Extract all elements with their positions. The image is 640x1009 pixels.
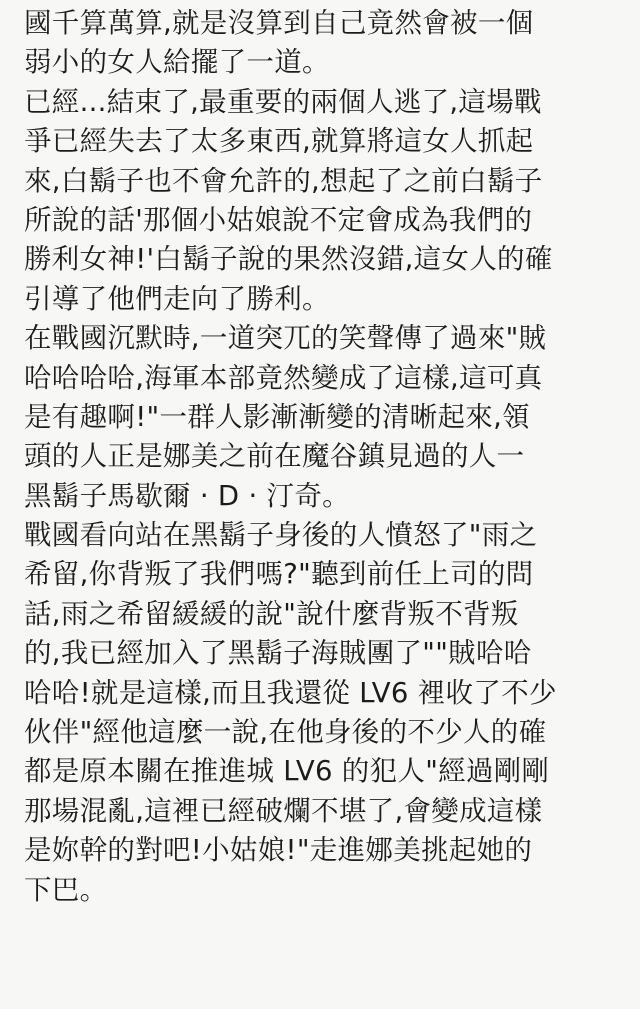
text-line: 來,白鬍子也不會允許的,想起了之前白鬍子 <box>24 164 543 197</box>
text-line: 哈哈哈哈,海軍本部竟然變成了這樣,這可真 <box>24 361 543 394</box>
text-line: 下巴。 <box>24 873 108 906</box>
text-line: 頭的人正是娜美之前在魔谷鎮見過的人一 <box>24 440 525 473</box>
text-line: 是妳幹的對吧!小姑娘!"走進娜美挑起她的 <box>24 834 533 867</box>
text-line: 話,雨之希留緩緩的說"說什麼背叛不背叛 <box>24 597 519 630</box>
text-line: 是有趣啊!"一群人影漸漸變的清晰起來,領 <box>24 400 530 433</box>
text-line: 伙伴"經他這麼一說,在他身後的不少人的確 <box>24 716 547 749</box>
text-line: 勝利女神!'白鬍子說的果然沒錯,這女人的確 <box>24 243 553 276</box>
text-line: 希留,你背叛了我們嗎?"聽到前任上司的問 <box>24 558 534 591</box>
text-line: 戰國看向站在黑鬍子身後的人憤怒了"雨之 <box>24 519 538 552</box>
text-line: 爭已經失去了太多東西,就算將這女人抓起 <box>24 125 534 158</box>
text-line: 國千算萬算,就是沒算到自己竟然會被一個 <box>24 7 534 39</box>
text-line: 所說的話'那個小姑娘說不定會成為我們的 <box>24 203 533 236</box>
story-text <box>24 4 624 910</box>
text-line: 哈哈!就是這樣,而且我還從 LV6 裡收了不少 <box>24 676 557 709</box>
text-line: 引導了他們走向了勝利。 <box>24 282 330 315</box>
text-line: 在戰國沉默時,一道突兀的笑聲傳了過來"賊 <box>24 322 547 355</box>
text-line: 都是原本關在推進城 LV6 的犯人"經過剛剛 <box>24 755 550 788</box>
text-line: 黑鬍子馬歇爾 · D · 汀奇。 <box>24 479 350 512</box>
text-line: 那場混亂,這裡已經破爛不堪了,會變成這樣 <box>24 794 543 827</box>
text-line: 弱小的女人給擺了一道。 <box>24 46 330 79</box>
text-line: 已經...結束了,最重要的兩個人逃了,這場戰 <box>24 85 542 118</box>
text-line: 的,我已經加入了黑鬍子海賊團了""賊哈哈 <box>24 637 532 670</box>
